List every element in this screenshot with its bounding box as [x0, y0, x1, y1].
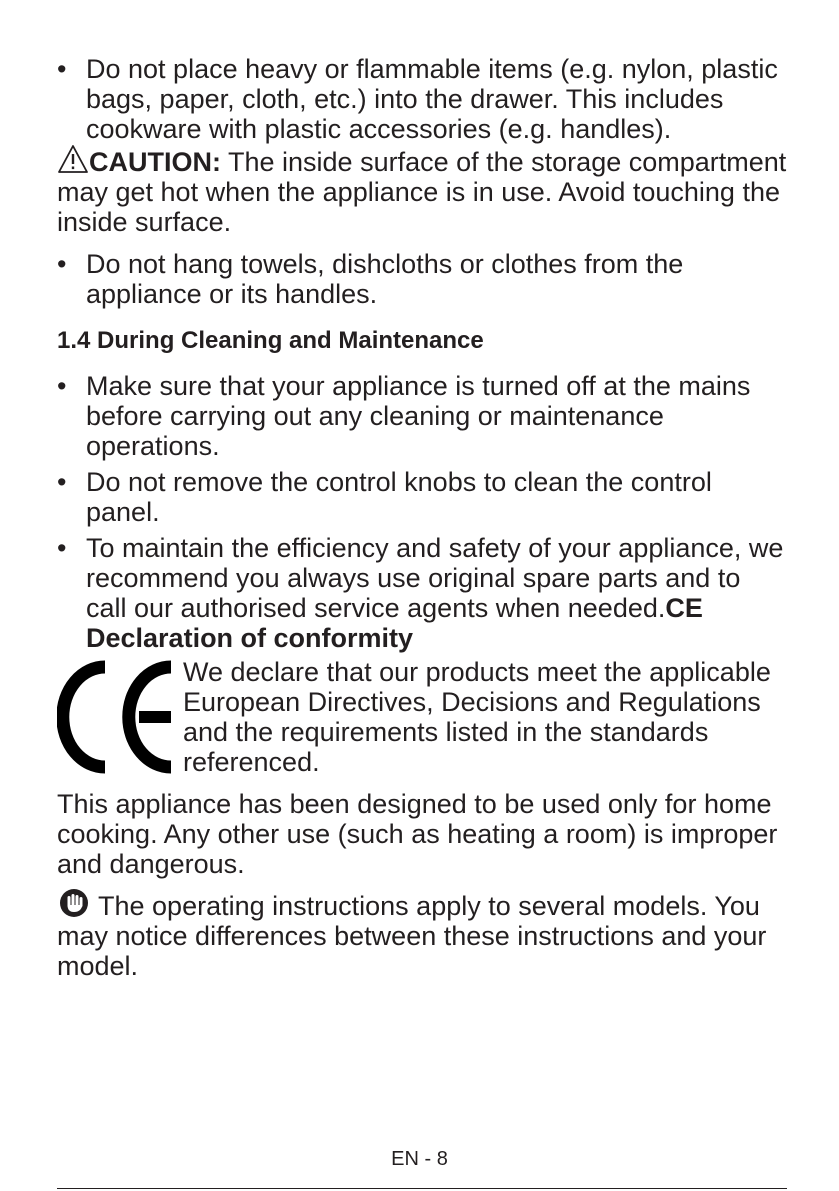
footer-divider: [57, 1188, 787, 1189]
bullet-dot: •: [57, 467, 67, 497]
hand-stop-icon: [57, 888, 91, 918]
note-paragraph: [57, 888, 787, 981]
note-text: The operating instructions apply to several models. You may notice differences between these instructions and your model.: [57, 891, 767, 981]
bullet-dot: •: [57, 533, 67, 563]
bullet-text: To maintain the efficiency and safety of your appliance, we recommend you always use original spare parts and to call our authorised service agents when needed.: [86, 533, 784, 623]
caution-paragraph: [57, 144, 787, 237]
caution-text: The inside surface of the storage compartment may get hot when the appliance is in use. Avoid touching the inside surface.: [57, 147, 787, 237]
section-heading: 1.4 During Cleaning and Maintenance: [57, 327, 484, 354]
bullet-text: Do not place heavy or flammable items (e.g. nylon, plastic bags, paper, cloth, etc.) into the drawer. This includes cookware with plastic accessories (e.g. handles).: [86, 54, 778, 144]
ce-declaration-heading: CE Declaration of conformity: [86, 593, 703, 653]
bullet-text: Do not remove the control knobs to clean the control panel.: [86, 467, 712, 527]
bullet-text: Do not hang towels, dishcloths or clothes from the appliance or its handles.: [86, 249, 684, 309]
list-item: [57, 54, 787, 144]
bullet-text: Make sure that your appliance is turned off at the mains before carrying out any cleaning or maintenance operations.: [86, 371, 751, 461]
ce-text: We declare that our products meet the applicable European Directives, Decisions and Regulations and the requirements listed in the standards referenced.: [183, 657, 771, 777]
bullet-dot: •: [57, 54, 67, 84]
bullet-dot: •: [57, 371, 67, 401]
list-item: [57, 371, 787, 461]
bullet-dot: •: [57, 249, 67, 279]
usage-paragraph: This appliance has been designed to be used only for home cooking. Any other use (such as heating a room) is improper and dangerous.: [57, 789, 778, 879]
list-item: [57, 533, 787, 653]
page-number: EN - 8: [391, 1148, 448, 1170]
manual-page: [57, 54, 787, 981]
list-item: [57, 467, 787, 527]
ce-mark-icon: [57, 657, 183, 777]
list-item: [57, 249, 787, 309]
warning-triangle-icon: [57, 144, 89, 174]
caution-label: CAUTION:: [89, 147, 221, 177]
ce-declaration: [57, 657, 787, 777]
